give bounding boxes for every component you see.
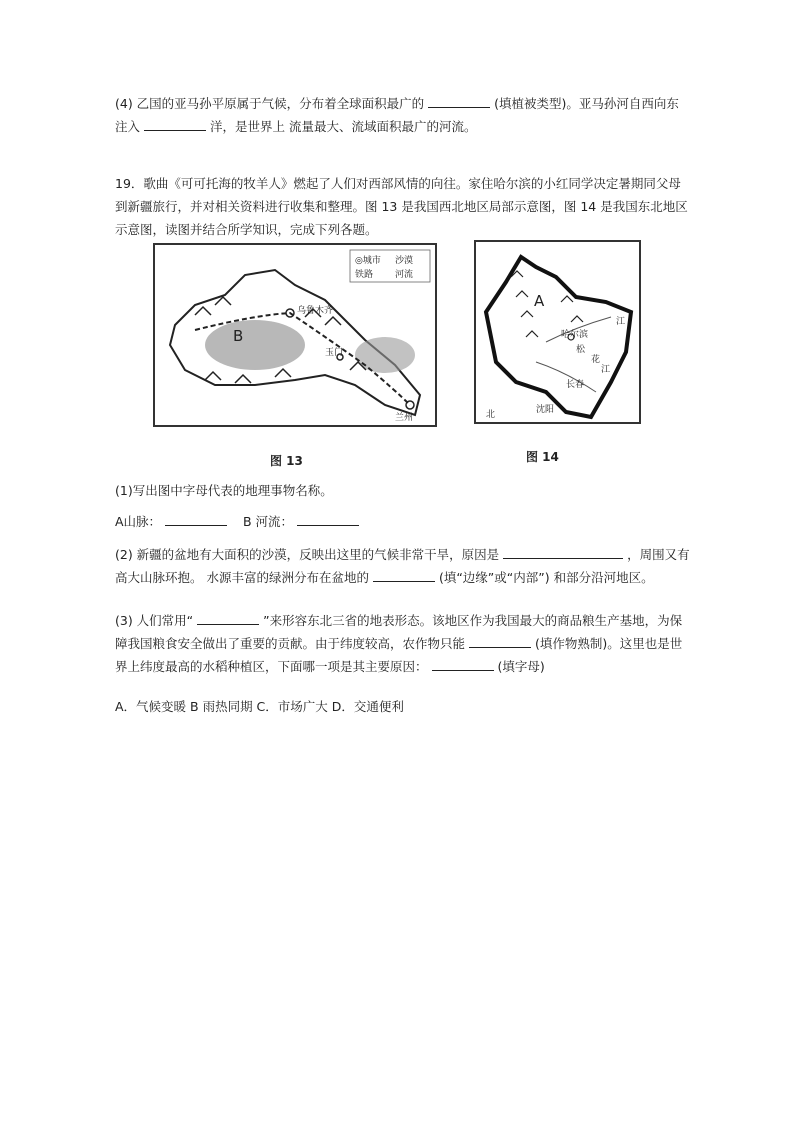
map-label-a: A [534,292,545,310]
part2-suffix: (填“边缘”或“内部”) 和部分沿河地区。 [438,570,654,585]
legend-railway: 铁路 [355,270,374,280]
map-label-north: 北 [486,410,496,420]
q19-part3 [115,609,690,678]
answer-blank-a[interactable] [165,511,227,526]
label-b-river: B 河流： [242,514,294,529]
legend-desert: 沙漠 [395,256,414,266]
city-changchun: 长春 [566,380,585,390]
figure-14-caption: 图 14 [526,450,559,464]
city-lanzhou: 兰州 [395,413,414,423]
answer-blank-cropping[interactable] [469,633,531,648]
answer-blank-b[interactable] [297,511,359,526]
answer-blank-oasis[interactable] [373,567,435,582]
q19-part1-question: (1)写出图中字母代表的地理事物名称。 [115,483,333,498]
answer-blank-ocean[interactable] [144,116,206,131]
q19-options: A．气候变暖 B 雨热同期 C．市场广大 D．交通便利 [115,699,404,714]
part2-prefix: (2) 新疆的盆地有大面积的沙漠，反映出这里的气候非常干旱，原因是 [115,547,500,562]
label-a-mountain: A山脉： [115,514,162,529]
northwest-map-graphic [155,245,435,425]
city-yumen: 玉门 [325,348,344,358]
part3-prefix: (3) 人们常用“ [115,613,194,628]
city-harbin: 哈尔滨 [561,330,589,340]
part3-middle: ”来形容东北三省的地表形态。该地区作为我国最大的商品粮生产基地，为保障我国粮食安全做出了重要的贡献。由于纬度较高，农作物只能 [115,613,683,651]
q18-part4-prefix: (4) 乙国的亚马孙平原属于气候，分布着全球面积最广的 [115,96,425,111]
river-label-3: 花 [591,355,601,365]
answer-blank-reason[interactable] [503,544,623,559]
city-shenyang: 沈阳 [536,405,555,415]
figure-13-map [153,243,437,427]
river-label-2: 松 [576,345,586,355]
answer-blank-landform[interactable] [197,610,259,625]
part2-middle: ，周围又有高大山脉环抱。 水源丰富的绿洲分布在盆地的 [115,547,690,585]
q18-part4 [115,92,690,138]
q19-intro: 19．歌曲《可可托海的牧羊人》燃起了人们对西部风情的向往。家住哈尔滨的小红同学决定暑期同父母到新疆旅行，并对相关资料进行收集和整理。图 13 是我国西北地区局部示意图，图 14 是我国东北地区示意图，读图并结合所学知识，完成下列各题。 [115,176,688,237]
q18-part4-suffix: 洋，是世界上 流量最大、流域面积最广的河流。 [209,119,477,134]
figure-13-caption: 图 13 [270,454,303,468]
figure-14-map [474,240,641,424]
legend-city: ◎城市 [355,256,381,266]
legend-river: 河流 [395,270,414,280]
map-label-b: B [233,327,244,345]
q19-part2 [115,543,690,589]
part3-suffix: (填字母) [497,659,545,674]
city-urumqi: 乌鲁木齐 [297,306,334,316]
answer-blank-vegetation[interactable] [428,93,490,108]
q19-part1-answers [115,510,690,533]
part3-middle2: (填作物熟制)。这里也是世界上纬度最高的水稻种植区，下面哪一项是其主要原因： [115,636,683,674]
answer-blank-reason-letter[interactable] [432,656,494,671]
northeast-map-graphic [476,242,639,422]
river-label-4: 江 [601,365,611,375]
river-label-1: 江 [616,317,626,327]
q18-part4-middle: (填植被类型)。亚马孙河自西向东注入 [115,96,679,134]
